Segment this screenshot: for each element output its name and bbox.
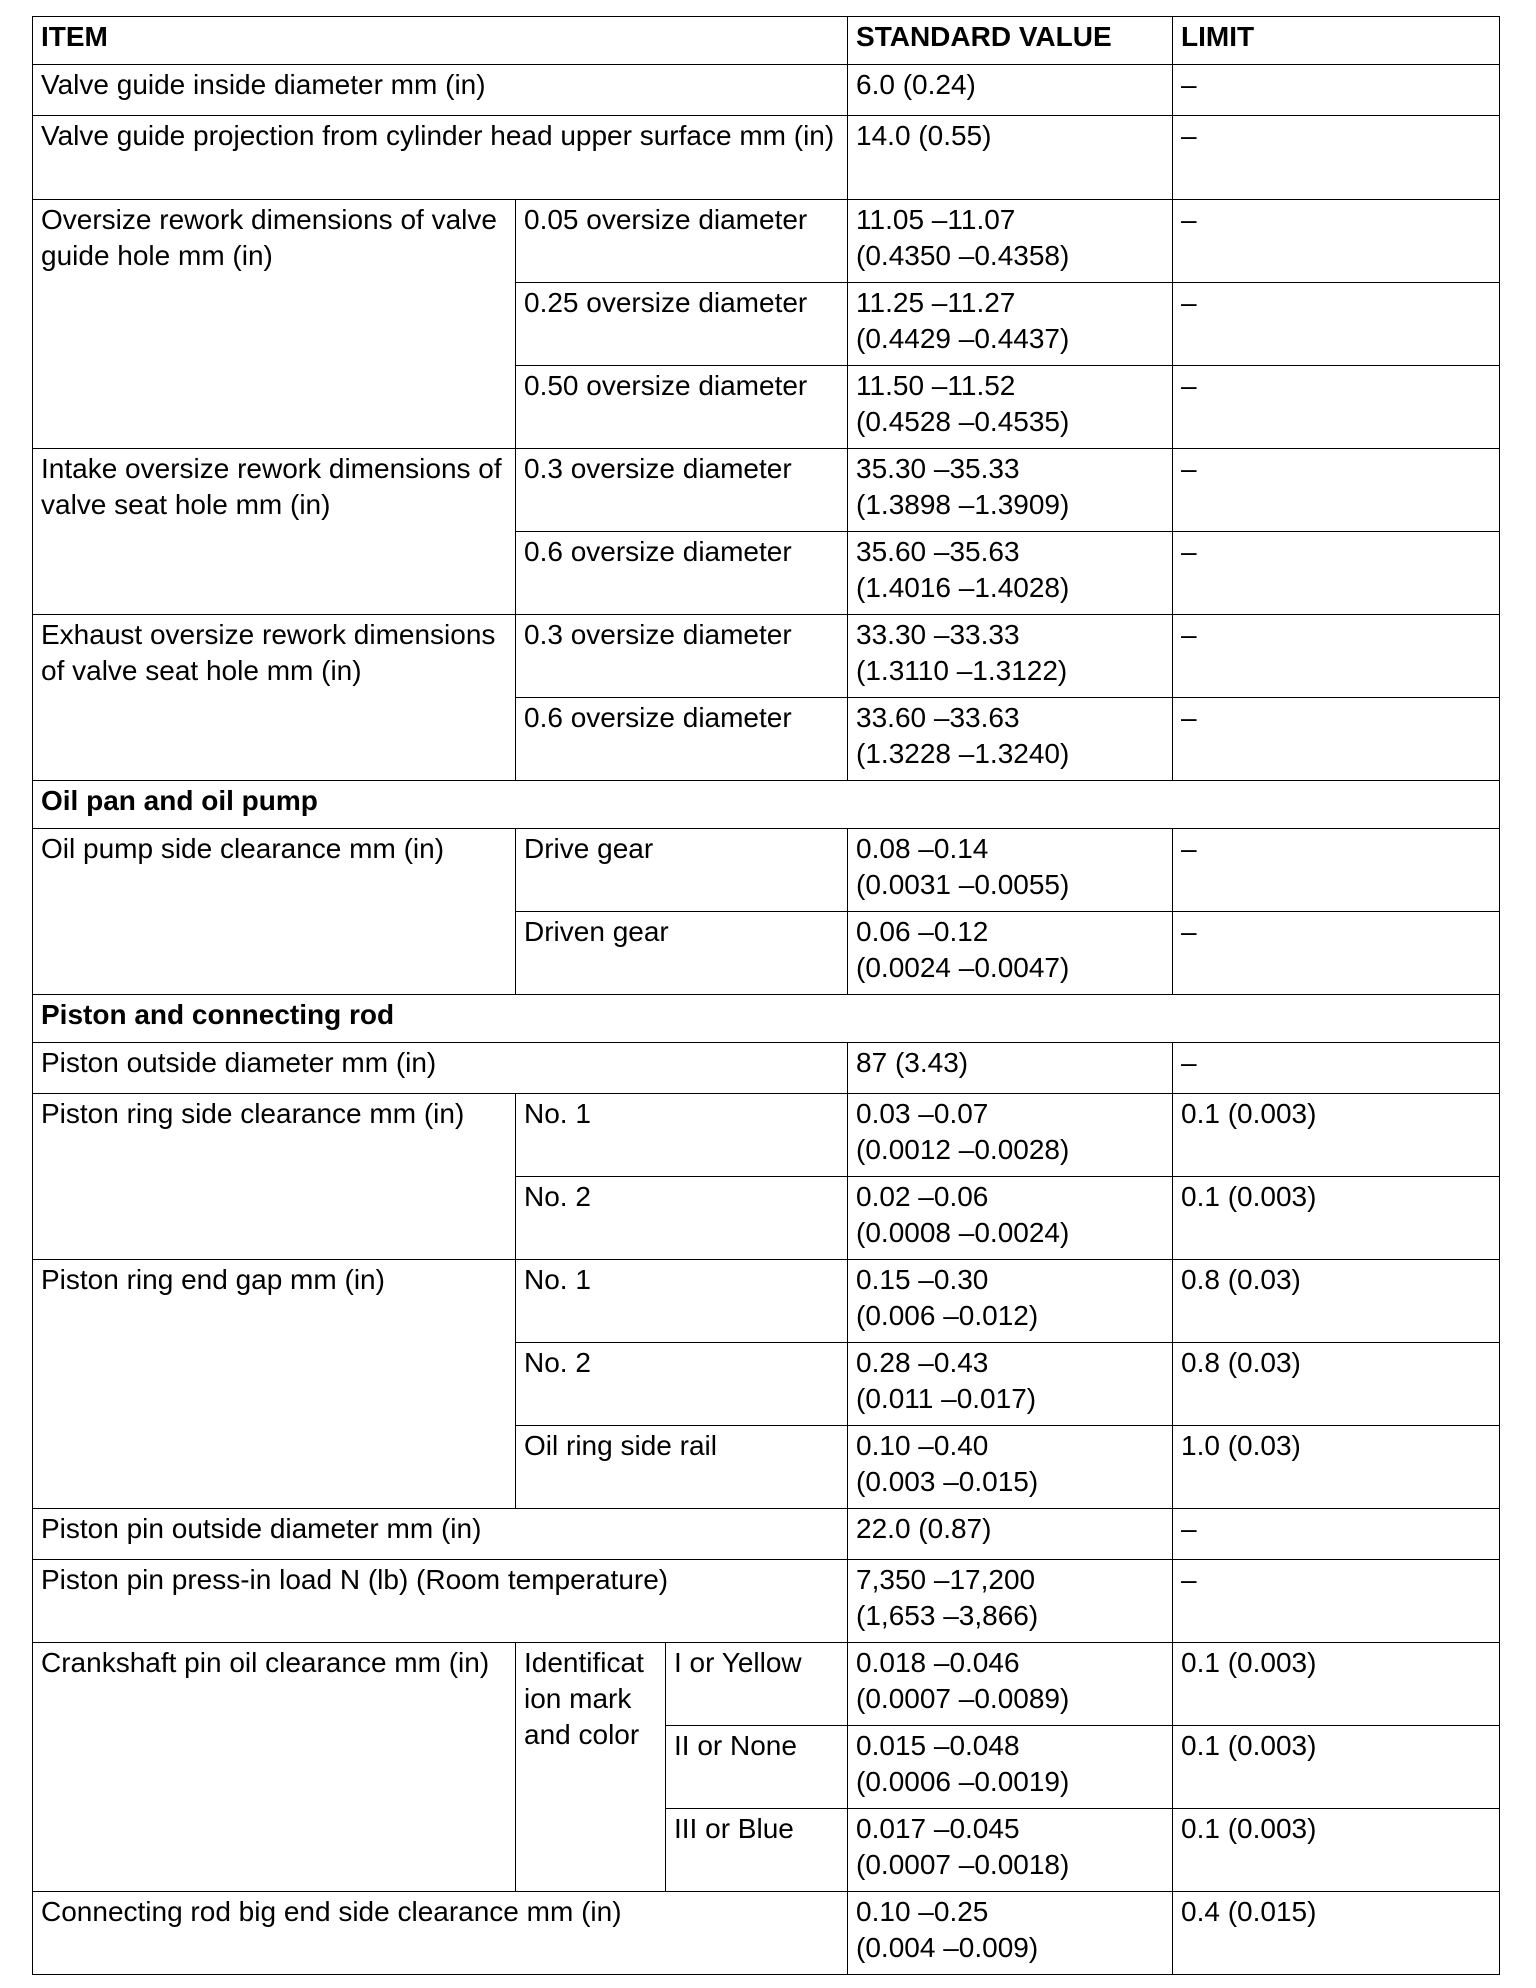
standard-value-cell: 0.08 –0.14 (0.0031 –0.0055) xyxy=(848,829,1173,912)
table-row xyxy=(33,615,1500,698)
table-row xyxy=(33,1643,1500,1726)
standard-value-cell: 35.60 –35.63 (1.4016 –1.4028) xyxy=(848,532,1173,615)
section-title: Oil pan and oil pump xyxy=(33,781,1500,829)
table-row xyxy=(33,1260,1500,1343)
sub-item-cell: 0.3 oversize diameter xyxy=(516,615,848,698)
limit-cell: 0.1 (0.003) xyxy=(1173,1094,1500,1177)
standard-value-cell: 35.30 –35.33 (1.3898 –1.3909) xyxy=(848,449,1173,532)
limit-cell: – xyxy=(1173,449,1500,532)
identification-mark-cell: Identificat ion mark and color xyxy=(516,1643,666,1892)
table-row xyxy=(33,1560,1500,1643)
limit-cell: 0.8 (0.03) xyxy=(1173,1343,1500,1426)
sub-item-cell: No. 2 xyxy=(516,1343,848,1426)
sub-item-cell: Oil ring side rail xyxy=(516,1426,848,1509)
sub-item-cell: Drive gear xyxy=(516,829,848,912)
item-cell: Piston pin outside diameter mm (in) xyxy=(33,1509,848,1560)
standard-value-cell: 0.018 –0.046 (0.0007 –0.0089) xyxy=(848,1643,1173,1726)
sub-item-cell: 0.05 oversize diameter xyxy=(516,200,848,283)
standard-value-cell: 0.15 –0.30 (0.006 –0.012) xyxy=(848,1260,1173,1343)
standard-value-cell: 11.50 –11.52 (0.4528 –0.4535) xyxy=(848,366,1173,449)
sub-item-cell: No. 1 xyxy=(516,1094,848,1177)
standard-value-cell: 0.02 –0.06 (0.0008 –0.0024) xyxy=(848,1177,1173,1260)
standard-value-cell: 0.015 –0.048 (0.0006 –0.0019) xyxy=(848,1726,1173,1809)
limit-cell: – xyxy=(1173,283,1500,366)
limit-cell: – xyxy=(1173,532,1500,615)
item-cell: Piston outside diameter mm (in) xyxy=(33,1043,848,1094)
item-cell: Oversize rework dimensions of valve guide hole mm (in) xyxy=(33,200,516,449)
table-row xyxy=(33,449,1500,532)
sub-item-cell: Driven gear xyxy=(516,912,848,995)
limit-cell: – xyxy=(1173,200,1500,283)
standard-value-cell: 14.0 (0.55) xyxy=(848,116,1173,200)
sub-item-cell: I or Yellow xyxy=(666,1643,848,1726)
limit-cell: – xyxy=(1173,1560,1500,1643)
table-row xyxy=(33,200,1500,283)
table-row xyxy=(33,1094,1500,1177)
header-limit: LIMIT xyxy=(1173,17,1500,65)
item-cell: Valve guide projection from cylinder head upper surface mm (in) xyxy=(33,116,848,200)
sub-item-cell: No. 2 xyxy=(516,1177,848,1260)
sub-item-cell: 0.3 oversize diameter xyxy=(516,449,848,532)
standard-value-cell: 0.03 –0.07 (0.0012 –0.0028) xyxy=(848,1094,1173,1177)
header-row xyxy=(33,17,1500,65)
standard-value-cell: 0.06 –0.12 (0.0024 –0.0047) xyxy=(848,912,1173,995)
limit-cell: 0.4 (0.015) xyxy=(1173,1892,1500,1975)
standard-value-cell: 6.0 (0.24) xyxy=(848,65,1173,116)
specification-table xyxy=(32,16,1500,1975)
item-cell: Exhaust oversize rework dimensions of valve seat hole mm (in) xyxy=(33,615,516,781)
item-cell: Valve guide inside diameter mm (in) xyxy=(33,65,848,116)
standard-value-cell: 33.30 –33.33 (1.3110 –1.3122) xyxy=(848,615,1173,698)
limit-cell: 0.1 (0.003) xyxy=(1173,1726,1500,1809)
limit-cell: 0.8 (0.03) xyxy=(1173,1260,1500,1343)
header-standard-value: STANDARD VALUE xyxy=(848,17,1173,65)
limit-cell: 0.1 (0.003) xyxy=(1173,1809,1500,1892)
standard-value-cell: 0.017 –0.045 (0.0007 –0.0018) xyxy=(848,1809,1173,1892)
table-row xyxy=(33,1043,1500,1094)
sub-item-cell: 0.25 oversize diameter xyxy=(516,283,848,366)
item-cell: Piston ring end gap mm (in) xyxy=(33,1260,516,1509)
limit-cell: – xyxy=(1173,698,1500,781)
standard-value-cell: 11.05 –11.07 (0.4350 –0.4358) xyxy=(848,200,1173,283)
standard-value-cell: 87 (3.43) xyxy=(848,1043,1173,1094)
limit-cell: – xyxy=(1173,366,1500,449)
standard-value-cell: 7,350 –17,200 (1,653 –3,866) xyxy=(848,1560,1173,1643)
standard-value-cell: 0.10 –0.40 (0.003 –0.015) xyxy=(848,1426,1173,1509)
sub-item-cell: III or Blue xyxy=(666,1809,848,1892)
table-row xyxy=(33,829,1500,912)
sub-item-cell: 0.50 oversize diameter xyxy=(516,366,848,449)
sub-item-cell: II or None xyxy=(666,1726,848,1809)
item-cell: Oil pump side clearance mm (in) xyxy=(33,829,516,995)
sub-item-cell: No. 1 xyxy=(516,1260,848,1343)
limit-cell: 1.0 (0.03) xyxy=(1173,1426,1500,1509)
sub-item-cell: 0.6 oversize diameter xyxy=(516,698,848,781)
section-title: Piston and connecting rod xyxy=(33,995,1500,1043)
limit-cell: 0.1 (0.003) xyxy=(1173,1177,1500,1260)
limit-cell: – xyxy=(1173,1043,1500,1094)
standard-value-cell: 0.28 –0.43 (0.011 –0.017) xyxy=(848,1343,1173,1426)
item-cell: Piston ring side clearance mm (in) xyxy=(33,1094,516,1260)
limit-cell: – xyxy=(1173,1509,1500,1560)
table-row xyxy=(33,1892,1500,1975)
limit-cell: – xyxy=(1173,116,1500,200)
section-row xyxy=(33,781,1500,829)
standard-value-cell: 33.60 –33.63 (1.3228 –1.3240) xyxy=(848,698,1173,781)
standard-value-cell: 22.0 (0.87) xyxy=(848,1509,1173,1560)
standard-value-cell: 11.25 –11.27 (0.4429 –0.4437) xyxy=(848,283,1173,366)
table-row xyxy=(33,1509,1500,1560)
table-row xyxy=(33,116,1500,200)
item-cell: Connecting rod big end side clearance mm (in) xyxy=(33,1892,848,1975)
sub-item-cell: 0.6 oversize diameter xyxy=(516,532,848,615)
section-row xyxy=(33,995,1500,1043)
table-row xyxy=(33,65,1500,116)
standard-value-cell: 0.10 –0.25 (0.004 –0.009) xyxy=(848,1892,1173,1975)
item-cell: Piston pin press-in load N (lb) (Room temperature) xyxy=(33,1560,848,1643)
limit-cell: 0.1 (0.003) xyxy=(1173,1643,1500,1726)
limit-cell: – xyxy=(1173,65,1500,116)
limit-cell: – xyxy=(1173,615,1500,698)
header-item: ITEM xyxy=(33,17,848,65)
item-cell: Intake oversize rework dimensions of valve seat hole mm (in) xyxy=(33,449,516,615)
limit-cell: – xyxy=(1173,912,1500,995)
limit-cell: – xyxy=(1173,829,1500,912)
item-cell: Crankshaft pin oil clearance mm (in) xyxy=(33,1643,516,1892)
